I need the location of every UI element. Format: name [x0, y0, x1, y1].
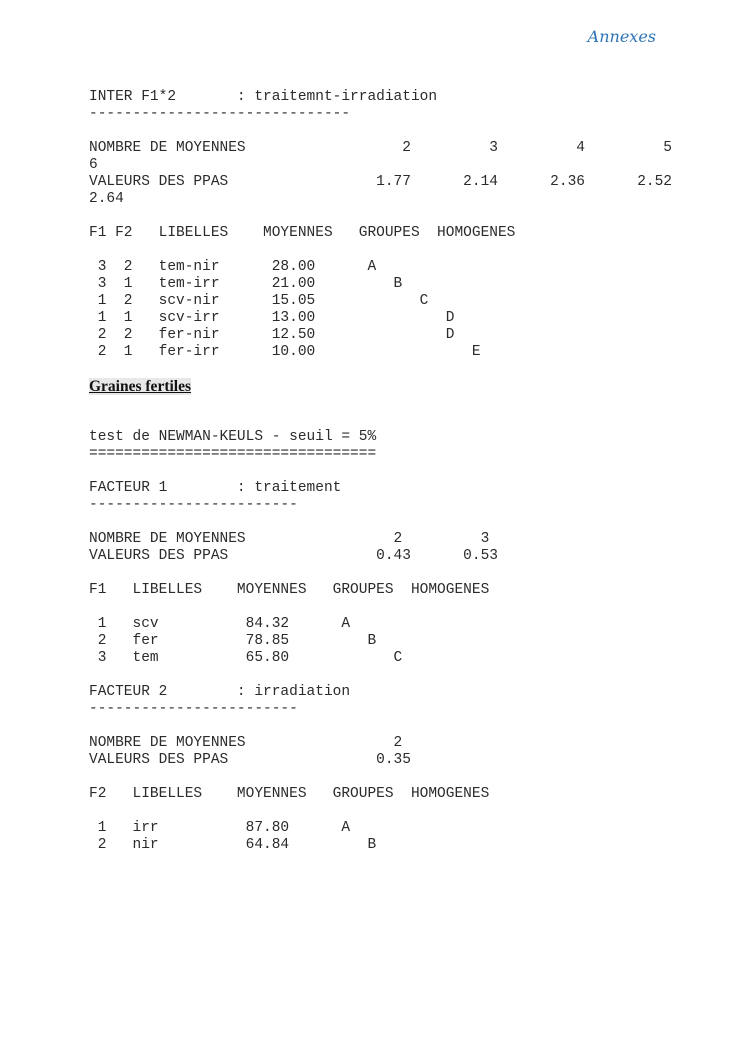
- inter-underline: ------------------------------: [89, 106, 351, 122]
- inter-nombre-moyennes: NOMBRE DE MOYENNES 2 3 4 5: [89, 140, 672, 156]
- inter-column-headers: F1 F2 LIBELLES MOYENNES GROUPES HOMOGENES: [89, 225, 516, 241]
- inter-valeurs-ppas: VALEURS DES PPAS 1.77 2.14 2.36 2.52: [89, 174, 672, 190]
- inter-title: INTER F1*2 : traitemnt-irradiation: [89, 89, 438, 105]
- facteur1-table-row: 3 tem 65.80 C: [89, 650, 403, 666]
- inter-table-row: 2 1 fer-irr 10.00 E: [89, 344, 481, 360]
- test-title: test de NEWMAN-KEULS - seuil = 5%: [89, 429, 377, 445]
- inter-table-row: 1 1 scv-irr 13.00 D: [89, 310, 455, 326]
- facteur1-section: [89, 480, 729, 667]
- inter-nombre-moyennes-wrap: 6: [89, 157, 98, 173]
- inter-table-row: 3 2 tem-nir 28.00 A: [89, 259, 377, 275]
- inter-table-row: 1 2 scv-nir 15.05 C: [89, 293, 429, 309]
- facteur2-valeurs-ppas: VALEURS DES PPAS 0.35: [89, 752, 411, 768]
- test-underline: =================================: [89, 446, 377, 462]
- test-section: [89, 429, 729, 463]
- inter-valeurs-ppas-wrap: 2.64: [89, 191, 124, 207]
- facteur2-underline: ------------------------: [89, 701, 298, 717]
- facteur1-table-row: 1 scv 84.32 A: [89, 616, 351, 632]
- facteur1-column-headers: F1 LIBELLES MOYENNES GROUPES HOMOGENES: [89, 582, 490, 598]
- facteur2-table-row: 1 irr 87.80 A: [89, 820, 351, 836]
- facteur2-section: [89, 684, 729, 854]
- facteur1-valeurs-ppas: VALEURS DES PPAS 0.43 0.53: [89, 548, 498, 564]
- facteur2-table-row: 2 nir 64.84 B: [89, 837, 377, 853]
- facteur2-column-headers: F2 LIBELLES MOYENNES GROUPES HOMOGENES: [89, 786, 490, 802]
- facteur1-nombre-moyennes: NOMBRE DE MOYENNES 2 3: [89, 531, 490, 547]
- section-heading: Graines fertiles: [89, 378, 192, 395]
- facteur2-nombre-moyennes: NOMBRE DE MOYENNES 2: [89, 735, 403, 751]
- document-body: [89, 89, 729, 854]
- inter-section: [89, 89, 729, 361]
- facteur2-title: FACTEUR 2 : irradiation: [89, 684, 351, 700]
- facteur1-title: FACTEUR 1 : traitement: [89, 480, 342, 496]
- inter-table-row: 3 1 tem-irr 21.00 B: [89, 276, 403, 292]
- page-header-title: Annexes: [587, 27, 656, 46]
- inter-table-row: 2 2 fer-nir 12.50 D: [89, 327, 455, 343]
- facteur1-underline: ------------------------: [89, 497, 298, 513]
- facteur1-table-row: 2 fer 78.85 B: [89, 633, 377, 649]
